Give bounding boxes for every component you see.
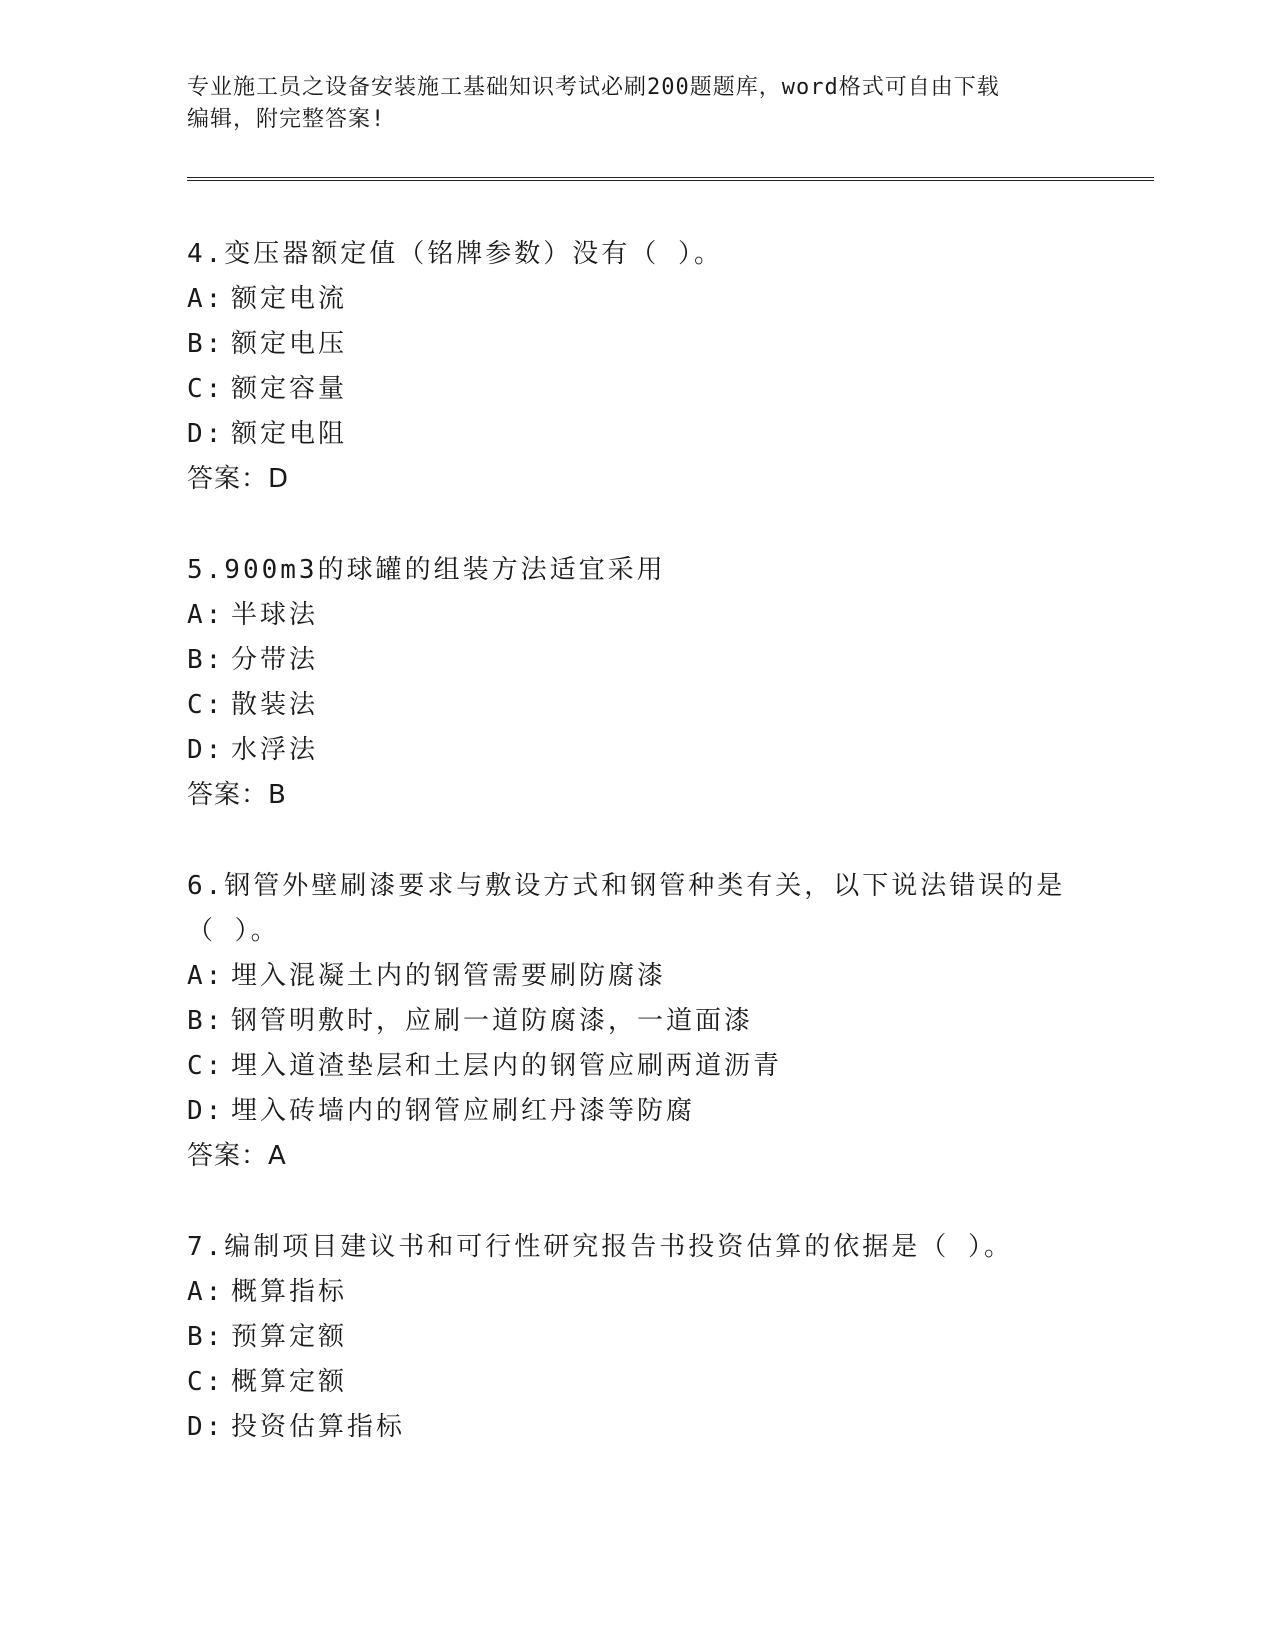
option-c (187, 367, 1087, 412)
question-4 (187, 232, 1087, 502)
option-letter: B: (187, 1322, 225, 1352)
option-text: 概算定额 (231, 1367, 348, 1397)
option-text: 散装法 (231, 690, 319, 720)
option-c (187, 683, 1087, 728)
option-text: 额定容量 (231, 374, 348, 404)
option-letter: B: (187, 1006, 225, 1036)
option-text: 埋入砖墙内的钢管应刷红丹漆等防腐 (231, 1096, 696, 1126)
option-text: 额定电阻 (231, 419, 348, 449)
header-line-2: 编辑，附完整答案! (187, 107, 386, 132)
option-letter: C: (187, 690, 225, 720)
header-line-1: 专业施工员之设备安装施工基础知识考试必刷200题题库，word格式可自由下载 (187, 75, 1000, 100)
question-list (187, 232, 1087, 1496)
question-7 (187, 1225, 1087, 1450)
question-stem-line-1: 6.钢管外壁刷漆要求与敷设方式和钢管种类有关，以下说法错误的是 (187, 871, 1066, 901)
option-d (187, 728, 1087, 773)
option-c (187, 1044, 1087, 1089)
answer-line: 答案：A (187, 1141, 287, 1171)
option-a (187, 593, 1087, 638)
option-letter: B: (187, 645, 225, 675)
option-letter: A: (187, 961, 225, 991)
option-b (187, 322, 1087, 367)
option-b (187, 999, 1087, 1044)
option-b (187, 638, 1087, 683)
option-text: 概算指标 (231, 1277, 348, 1307)
option-text: 埋入道渣垫层和土层内的钢管应刷两道沥青 (231, 1051, 783, 1081)
option-letter: A: (187, 284, 225, 314)
option-text: 钢管明敷时，应刷一道防腐漆，一道面漆 (231, 1006, 754, 1036)
option-c (187, 1360, 1087, 1405)
answer-line: 答案：D (187, 464, 290, 494)
option-text: 投资估算指标 (231, 1412, 406, 1442)
option-text: 额定电流 (231, 284, 348, 314)
document-header (187, 72, 1067, 136)
answer-line: 答案：B (187, 780, 287, 810)
option-d (187, 1405, 1087, 1450)
option-text: 预算定额 (231, 1322, 348, 1352)
question-5 (187, 548, 1087, 818)
question-stem: 4.变压器额定值（铭牌参数）没有（ ）。 (187, 239, 723, 269)
question-stem-line-2: （ ）。 (187, 916, 280, 946)
option-letter: C: (187, 1051, 225, 1081)
option-letter: C: (187, 374, 225, 404)
header-divider (187, 177, 1154, 181)
option-text: 埋入混凝土内的钢管需要刷防腐漆 (231, 961, 667, 991)
option-letter: D: (187, 1412, 225, 1442)
option-letter: D: (187, 735, 225, 765)
option-a (187, 277, 1087, 322)
option-text: 额定电压 (231, 329, 348, 359)
option-text: 分带法 (231, 645, 319, 675)
option-letter: A: (187, 1277, 225, 1307)
option-d (187, 412, 1087, 457)
option-text: 水浮法 (231, 735, 319, 765)
question-stem: 5.900m3的球罐的组装方法适宜采用 (187, 555, 666, 585)
option-text: 半球法 (231, 600, 319, 630)
option-a (187, 1270, 1087, 1315)
option-b (187, 1315, 1087, 1360)
option-letter: D: (187, 419, 225, 449)
option-letter: B: (187, 329, 225, 359)
option-a (187, 954, 1087, 999)
question-stem: 7.编制项目建议书和可行性研究报告书投资估算的依据是（ ）。 (187, 1232, 1013, 1262)
question-6 (187, 864, 1087, 1179)
option-d (187, 1089, 1087, 1134)
option-letter: D: (187, 1096, 225, 1126)
option-letter: A: (187, 600, 225, 630)
option-letter: C: (187, 1367, 225, 1397)
